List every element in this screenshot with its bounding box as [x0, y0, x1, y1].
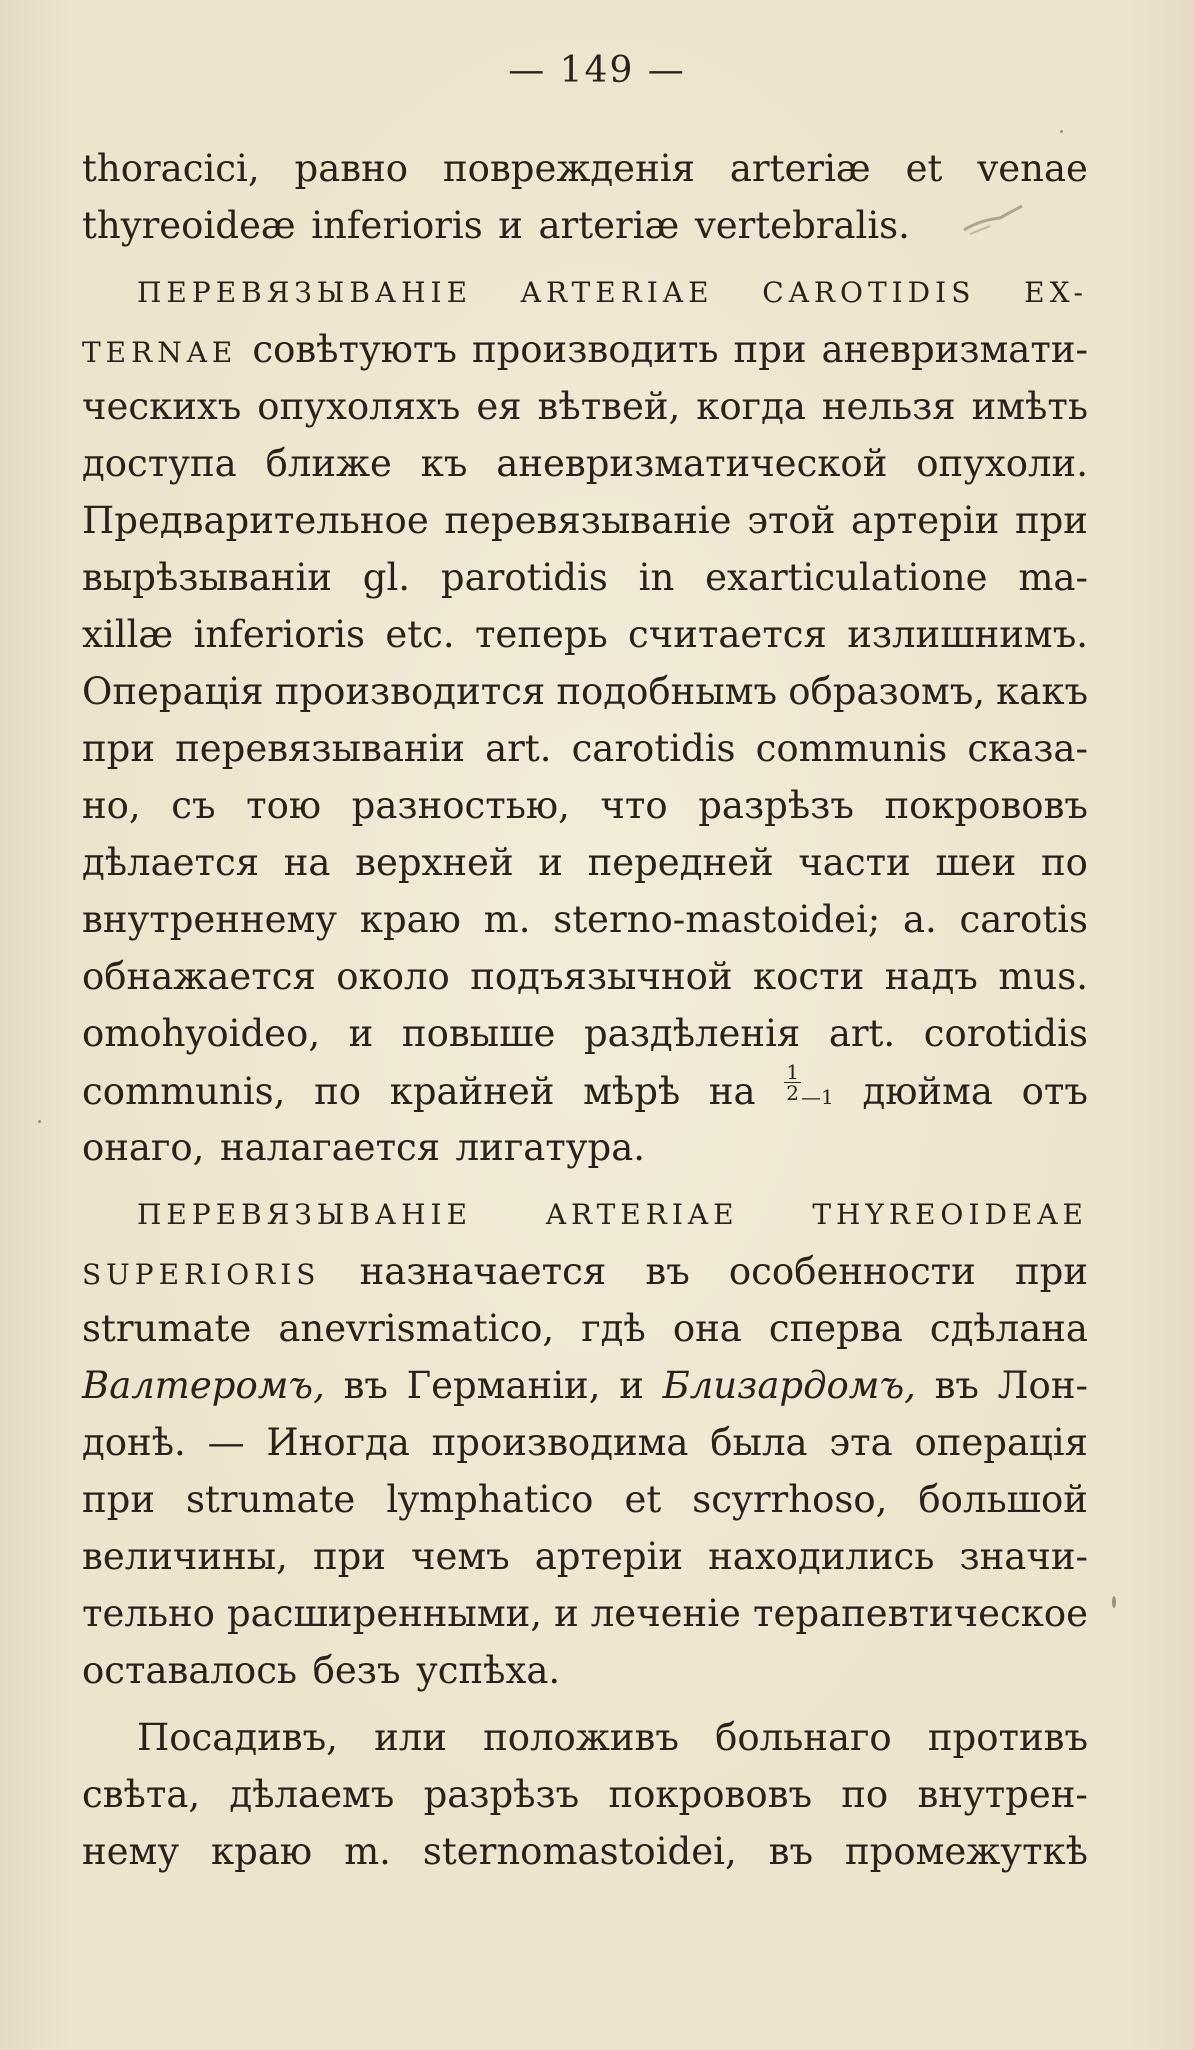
word: carotis: [959, 898, 1088, 941]
word: налагается: [219, 1126, 441, 1169]
word: имѣть: [971, 385, 1088, 428]
word: lymphatico: [386, 1478, 594, 1521]
word: онаго,: [82, 1126, 205, 1169]
word: считается: [628, 613, 827, 656]
word: Лон-: [997, 1364, 1088, 1407]
word: обнажается: [82, 955, 316, 998]
page-number: — 149 —: [508, 50, 686, 91]
fraction: [784, 1062, 833, 1107]
word: перевязываніе: [444, 499, 732, 542]
word: въ: [768, 1830, 814, 1873]
word: артеріи: [534, 1535, 684, 1578]
word: внутреннему: [82, 898, 338, 941]
word: противъ: [927, 1716, 1088, 1759]
word: Германіи,: [406, 1364, 601, 1407]
word: по: [841, 1773, 889, 1816]
word: ARTERIAE: [545, 1198, 739, 1231]
word: находились: [708, 1535, 935, 1578]
text-line: [82, 1528, 1088, 1585]
word: леченіе: [590, 1592, 741, 1635]
word: чемъ: [411, 1535, 510, 1578]
word: mus.: [998, 955, 1088, 998]
text-line: [82, 435, 1088, 492]
word: при: [82, 1478, 156, 1521]
word: SUPERIORIS: [82, 1258, 321, 1291]
paragraph-gap: [82, 1176, 1088, 1186]
word: какъ: [996, 670, 1088, 713]
word: крайней: [389, 1070, 555, 1113]
text-line: [82, 948, 1088, 1005]
word: inferioris: [311, 204, 483, 247]
word: была: [710, 1421, 808, 1464]
body-text: [82, 140, 1088, 1880]
text-line: [82, 321, 1088, 378]
word: въ: [343, 1364, 388, 1407]
paper-speck: [1060, 130, 1063, 133]
word: и: [538, 841, 563, 884]
word: лигатура.: [455, 1126, 646, 1169]
word: съ: [171, 784, 216, 827]
word: краю: [211, 1830, 313, 1873]
word: нельзя: [821, 385, 956, 428]
word: нему: [82, 1830, 180, 1873]
paper-speck: [38, 1120, 41, 1123]
text-line: [82, 606, 1088, 663]
word: scyrrhoso,: [692, 1478, 888, 1521]
word: шеи: [935, 841, 1017, 884]
word: ея: [476, 385, 522, 428]
word: TERNAE: [82, 336, 238, 369]
word: перевязываніи: [175, 727, 466, 770]
text-line: [82, 1471, 1088, 1528]
text-line: [82, 378, 1088, 435]
word: Посадивъ,: [137, 1716, 338, 1759]
text-line: [82, 834, 1088, 891]
word: дѣлается: [82, 841, 260, 884]
word: venae: [977, 147, 1088, 190]
word: etc.: [385, 613, 455, 656]
word: carotidis: [571, 727, 736, 770]
word: особенности: [728, 1250, 976, 1293]
word: больнаго: [715, 1716, 892, 1759]
word: и: [619, 1364, 644, 1407]
word: exarticulatione: [705, 556, 988, 599]
word: сдѣлана: [929, 1307, 1088, 1350]
word: art.: [485, 727, 552, 770]
word: разрѣзъ: [698, 784, 854, 827]
word: при: [312, 1535, 386, 1578]
text-line: [82, 1300, 1088, 1357]
word: кости: [753, 955, 865, 998]
text-line: [82, 777, 1088, 834]
word: она: [672, 1307, 742, 1350]
word: на: [708, 1070, 756, 1113]
word: покрововъ: [608, 1773, 812, 1816]
word: ческихъ: [82, 385, 242, 428]
word: ПЕРЕВЯЗЫВАНІЕ: [137, 276, 473, 309]
word: успѣха.: [416, 1649, 561, 1692]
word: a.: [902, 898, 937, 941]
word: m.: [344, 1830, 391, 1873]
word: опухоляхъ: [257, 385, 461, 428]
word: донѣ.: [82, 1421, 186, 1464]
word: сказа-: [967, 727, 1088, 770]
word: подобнымъ: [556, 670, 778, 713]
word: по: [314, 1070, 362, 1113]
word: gl.: [362, 556, 411, 599]
word: communis,: [82, 1070, 286, 1113]
word: покрововъ: [884, 784, 1088, 827]
word: оставалось: [82, 1649, 298, 1692]
word: тельно: [82, 1592, 215, 1635]
word: sternomastoidei,: [422, 1830, 737, 1873]
fraction-glyph: [784, 1062, 801, 1103]
text-line: [82, 1186, 1088, 1243]
word: артеріи: [851, 499, 1000, 542]
text-line: [82, 264, 1088, 321]
word: расширенными,: [226, 1592, 543, 1635]
word: части: [798, 841, 911, 884]
word: аневризмати-: [821, 328, 1088, 371]
word: назначается: [359, 1250, 607, 1293]
word: Иногда: [266, 1421, 410, 1464]
word: эта: [829, 1421, 893, 1464]
text-line: [82, 1766, 1088, 1823]
word: повыше: [401, 1012, 556, 1055]
text-line: [82, 1642, 1088, 1699]
word: et: [624, 1478, 662, 1521]
word: sterno-mastoidei;: [553, 898, 881, 941]
word: этой: [747, 499, 836, 542]
word: THYREOIDEAE: [812, 1198, 1088, 1231]
word: величины,: [82, 1535, 288, 1578]
text-line: [82, 492, 1088, 549]
word: большой: [918, 1478, 1088, 1521]
word: arteriæ: [538, 204, 680, 247]
word: ближе: [265, 442, 392, 485]
text-line: [82, 720, 1088, 777]
word: въ: [934, 1364, 979, 1407]
word: m.: [483, 898, 531, 941]
word: вырѣзываніи: [82, 556, 332, 599]
word: —: [207, 1421, 245, 1464]
word: Близардомъ,: [662, 1364, 916, 1407]
word: ПЕРЕВЯЗЫВАНІЕ: [137, 1198, 473, 1231]
fraction-suffix: —1: [801, 1085, 834, 1109]
word: strumate: [186, 1478, 356, 1521]
word: ma-: [1018, 556, 1088, 599]
word: разрѣзъ: [423, 1773, 580, 1816]
word: около: [336, 955, 450, 998]
word: omohyoideo,: [82, 1012, 321, 1055]
word: inferioris: [193, 613, 366, 656]
word: anevrismatico,: [278, 1307, 555, 1350]
word: къ: [420, 442, 468, 485]
word: при: [82, 727, 156, 770]
word: на: [283, 841, 331, 884]
word: ARTERIAE: [520, 276, 714, 309]
word: свѣта,: [82, 1773, 201, 1816]
paper-speck: [1112, 1596, 1116, 1608]
word: краю: [359, 898, 461, 941]
word: теперь: [474, 613, 608, 656]
text-line: [82, 1414, 1088, 1471]
word: подъязычной: [470, 955, 733, 998]
word: при: [1014, 1250, 1088, 1293]
word: по: [1040, 841, 1088, 884]
word: при: [1014, 499, 1088, 542]
word: in: [638, 556, 675, 599]
word: arteriæ: [729, 147, 871, 190]
word: въ: [645, 1250, 690, 1293]
text-line: [82, 197, 1088, 254]
word: и: [498, 204, 523, 247]
text-line: [82, 891, 1088, 948]
word: производится: [274, 670, 546, 713]
word: промежуткѣ: [844, 1830, 1088, 1873]
word: верхней: [355, 841, 514, 884]
word: при: [733, 328, 807, 371]
word: терапевтическое: [752, 1592, 1088, 1635]
word: внутрен-: [917, 1773, 1088, 1816]
word: EX-: [1024, 276, 1088, 309]
word: раздѣленія: [583, 1012, 801, 1055]
word: отъ: [1021, 1070, 1088, 1113]
word: Предварительное: [82, 499, 429, 542]
word: thyreoideæ: [82, 204, 296, 247]
text-line: [82, 1357, 1088, 1414]
word: communis: [755, 727, 948, 770]
word: дѣлаемъ: [229, 1773, 395, 1816]
text-line: [82, 1005, 1088, 1062]
word: когда: [696, 385, 806, 428]
word: сперва: [768, 1307, 903, 1350]
word: совѣтуютъ: [252, 328, 457, 371]
word: vertebralis.: [694, 204, 910, 247]
text-line: [82, 1585, 1088, 1642]
word: значи-: [959, 1535, 1088, 1578]
word: опухоли.: [916, 442, 1088, 485]
text-line: [82, 549, 1088, 606]
word: излишнимъ.: [847, 613, 1088, 656]
word: corotidis: [923, 1012, 1088, 1055]
word: операція: [914, 1421, 1088, 1464]
word: равно: [294, 147, 409, 190]
fraction-numerator: 1: [786, 1060, 800, 1084]
text-line: [82, 1823, 1088, 1880]
word: дюйма: [862, 1070, 993, 1113]
word: что: [600, 784, 668, 827]
fraction-denominator: 2: [786, 1081, 800, 1105]
word: Операція: [82, 670, 264, 713]
word: et: [905, 147, 943, 190]
word: разностью,: [351, 784, 570, 827]
text-line: [82, 1062, 1088, 1119]
word: аневризматической: [496, 442, 888, 485]
word: но,: [82, 784, 141, 827]
word: или: [374, 1716, 447, 1759]
paragraph-gap: [82, 254, 1088, 264]
word: мѣрѣ: [583, 1070, 681, 1113]
word: положивъ: [483, 1716, 679, 1759]
paragraph-gap: [82, 1699, 1088, 1709]
word: Валтеромъ,: [82, 1364, 325, 1407]
word: thoracici,: [82, 147, 260, 190]
word: производить: [471, 328, 719, 371]
word: CAROTIDIS: [762, 276, 976, 309]
text-line: [82, 663, 1088, 720]
word: поврежденія: [443, 147, 695, 190]
word: безъ: [312, 1649, 401, 1692]
word: strumate: [82, 1307, 252, 1350]
word: и: [554, 1592, 579, 1635]
word: тою: [246, 784, 322, 827]
word: надъ: [884, 955, 978, 998]
word: передней: [587, 841, 774, 884]
word: вѣтвей,: [537, 385, 681, 428]
word: образомъ,: [788, 670, 986, 713]
text-line: [82, 1709, 1088, 1766]
word: гдѣ: [581, 1307, 646, 1350]
word: art.: [828, 1012, 896, 1055]
text-line: [82, 1119, 1088, 1176]
word: доступа: [82, 442, 237, 485]
word: parotidis: [440, 556, 608, 599]
word: и: [348, 1012, 374, 1055]
text-line: [82, 140, 1088, 197]
word: производима: [431, 1421, 689, 1464]
word: xillæ: [82, 613, 174, 656]
text-line: [82, 1243, 1088, 1300]
